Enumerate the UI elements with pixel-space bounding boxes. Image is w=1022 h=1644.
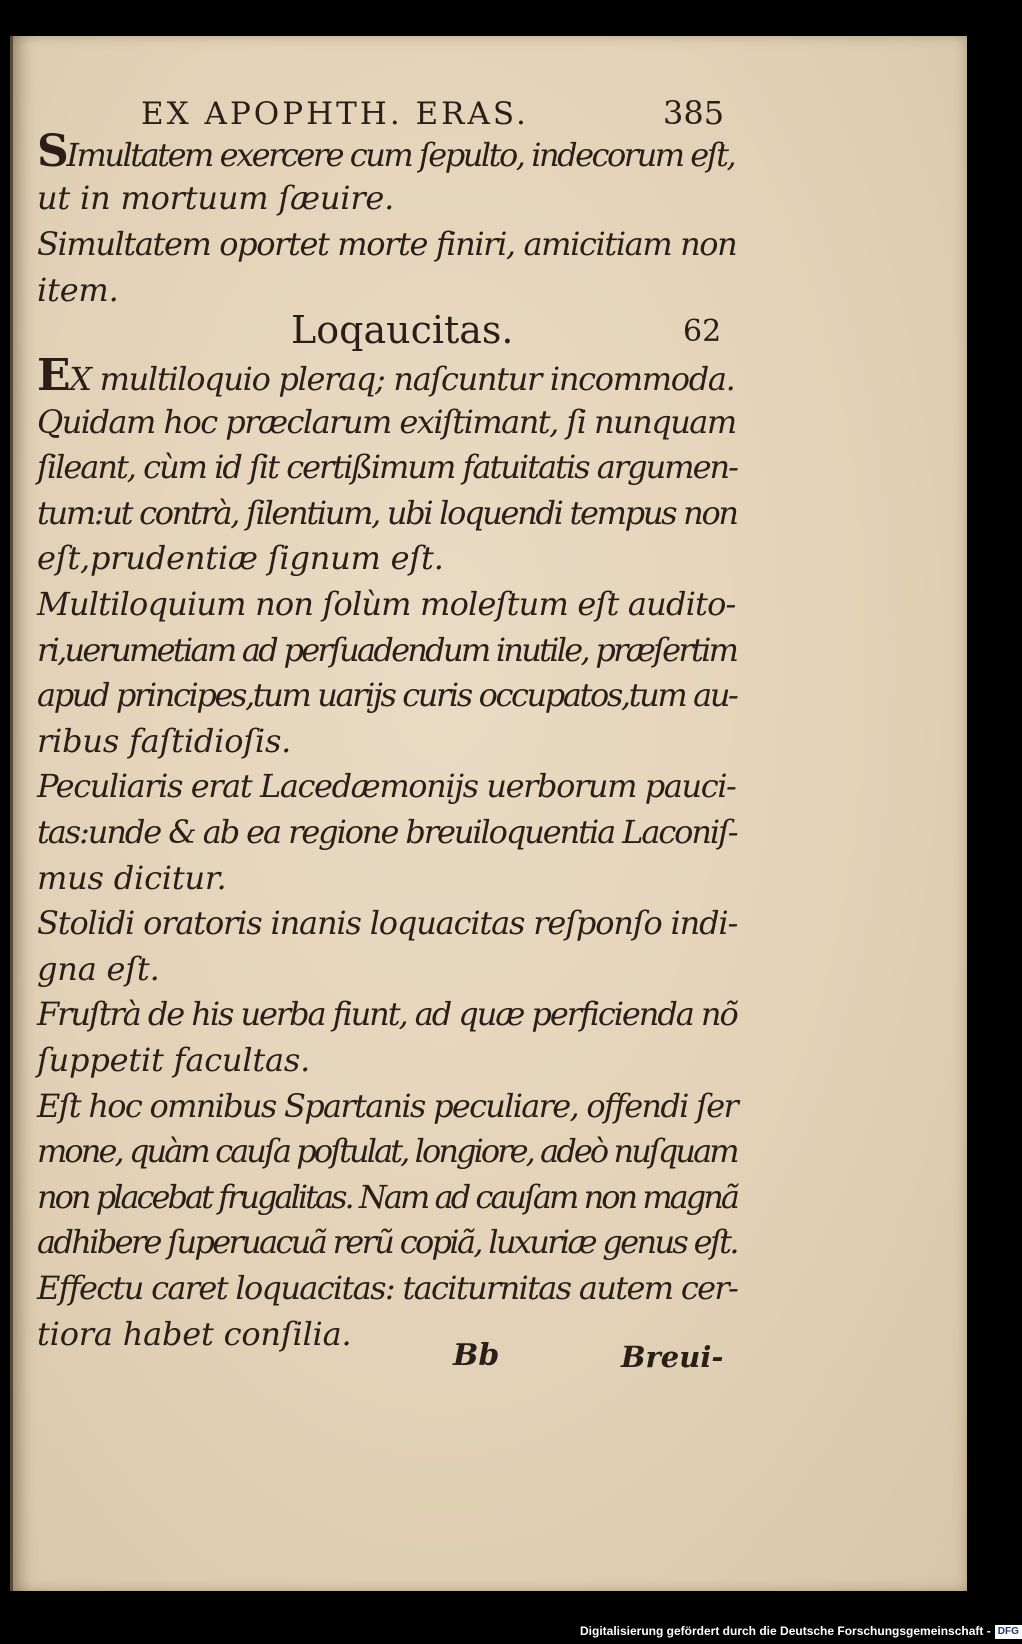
text-line-content: eſt,prudentiæ ſignum eſt. (37, 539, 444, 578)
text-line-content: Stolidi oratoris inanis loquacitas reſponſo indi- (37, 904, 738, 943)
text-line (37, 584, 736, 624)
text-line (37, 1040, 310, 1080)
text-line (37, 224, 736, 264)
text-line (37, 350, 735, 401)
text-line-content: Effectu caret loquacitas: taciturnitas autem cer- (37, 1269, 738, 1307)
digitization-footer (580, 1621, 1022, 1641)
text-line-content: ſileant, cùm id ſit certißimum fatuitatis argumen- (37, 448, 737, 487)
text-line (37, 994, 737, 1034)
text-line (37, 1314, 351, 1354)
drop-capital: S (37, 126, 67, 177)
text-line-content: Fruſtrà de his uerba fiunt, ad quæ perficienda nõ (37, 995, 737, 1034)
footer-text: Digitalisierung gefördert durch die Deutsche Forschungsgemeinschaft - (580, 1624, 991, 1638)
text-line (37, 126, 735, 177)
running-head: EX APOPHTH. ERAS. (141, 96, 529, 132)
text-line-content: ſuppetit facultas. (37, 1041, 311, 1079)
text-line-content: item. (37, 271, 119, 309)
text-line-content: Multiloquium non ſolùm moleſtum eſt audito- (37, 585, 736, 623)
drop-capital: E (37, 350, 70, 401)
text-line (37, 1131, 737, 1171)
text-line (37, 493, 737, 533)
text-line-content: ut in mortuum ſæuire. (37, 179, 395, 217)
text-line-content: Eſt hoc omnibus Spartanis peculiare, offendi ſer (37, 1086, 738, 1125)
book-page (10, 36, 967, 1591)
text-line-content: Peculiaris erat Lacedæmonijs uerborum pauci- (37, 767, 736, 806)
section-number: 62 (683, 314, 722, 349)
page-number: 385 (663, 94, 725, 132)
signature-mark: Bb (453, 1338, 500, 1373)
text-line-content: mone, quàm cauſa poſtulat, longiore, adeò nuſquam (37, 1132, 737, 1171)
text-line (37, 858, 226, 898)
text-line-content: non placebat frugalitas. Nam ad cauſam non magnã (37, 1177, 738, 1216)
text-line-content: adhibere ſuperuacuã rerũ copiã, luxuriæ genus eſt. (37, 1223, 737, 1262)
text-line (37, 675, 737, 715)
text-line-content: ri,uerumetiam ad perſuadendum inutile, præſertim (37, 630, 737, 669)
dfg-logo: DFG (995, 1625, 1022, 1639)
text-line-content: tiora habet conſilia. (37, 1314, 352, 1353)
text-line-content: apud principes,tum uarijs curis occupatos,tum au- (37, 676, 737, 715)
text-line (37, 178, 394, 218)
text-line-content: gna eſt. (37, 949, 160, 988)
text-line-content: Quidam hoc præclarum exiſtimant, ſi nunquam (37, 402, 736, 441)
text-line-content: Simultatem oportet morte finiri, amicitiam non (37, 225, 737, 263)
text-line (37, 630, 736, 670)
text-line (37, 1177, 737, 1217)
text-line-content: tas:unde & ab ea regione breuiloquentia Laconiſ- (37, 813, 737, 851)
text-line-content: X multiloquio pleraq; naſcuntur incommoda. (69, 360, 735, 398)
text-line (37, 1268, 737, 1308)
text-line (37, 721, 291, 761)
text-line-content: ribus faſtidioſis. (37, 721, 292, 760)
text-line (37, 1086, 737, 1126)
text-line (37, 447, 737, 487)
text-line-content: tum:ut contrà, ſilentium, ubi loquendi tempus non (37, 493, 737, 532)
text-line (37, 1222, 737, 1262)
text-line (37, 270, 119, 310)
section-heading: Loqaucitas. (291, 308, 514, 352)
text-line (37, 538, 444, 578)
text-line (37, 402, 736, 442)
text-line (37, 949, 160, 989)
text-line (37, 903, 737, 943)
text-line-content: Imultatem exercere cum ſepulto, indecorum eſt, (66, 136, 735, 174)
text-line (37, 766, 735, 806)
catchword: Breui- (621, 1340, 724, 1374)
text-line (37, 812, 737, 852)
text-line-content: mus dicitur. (37, 858, 227, 897)
